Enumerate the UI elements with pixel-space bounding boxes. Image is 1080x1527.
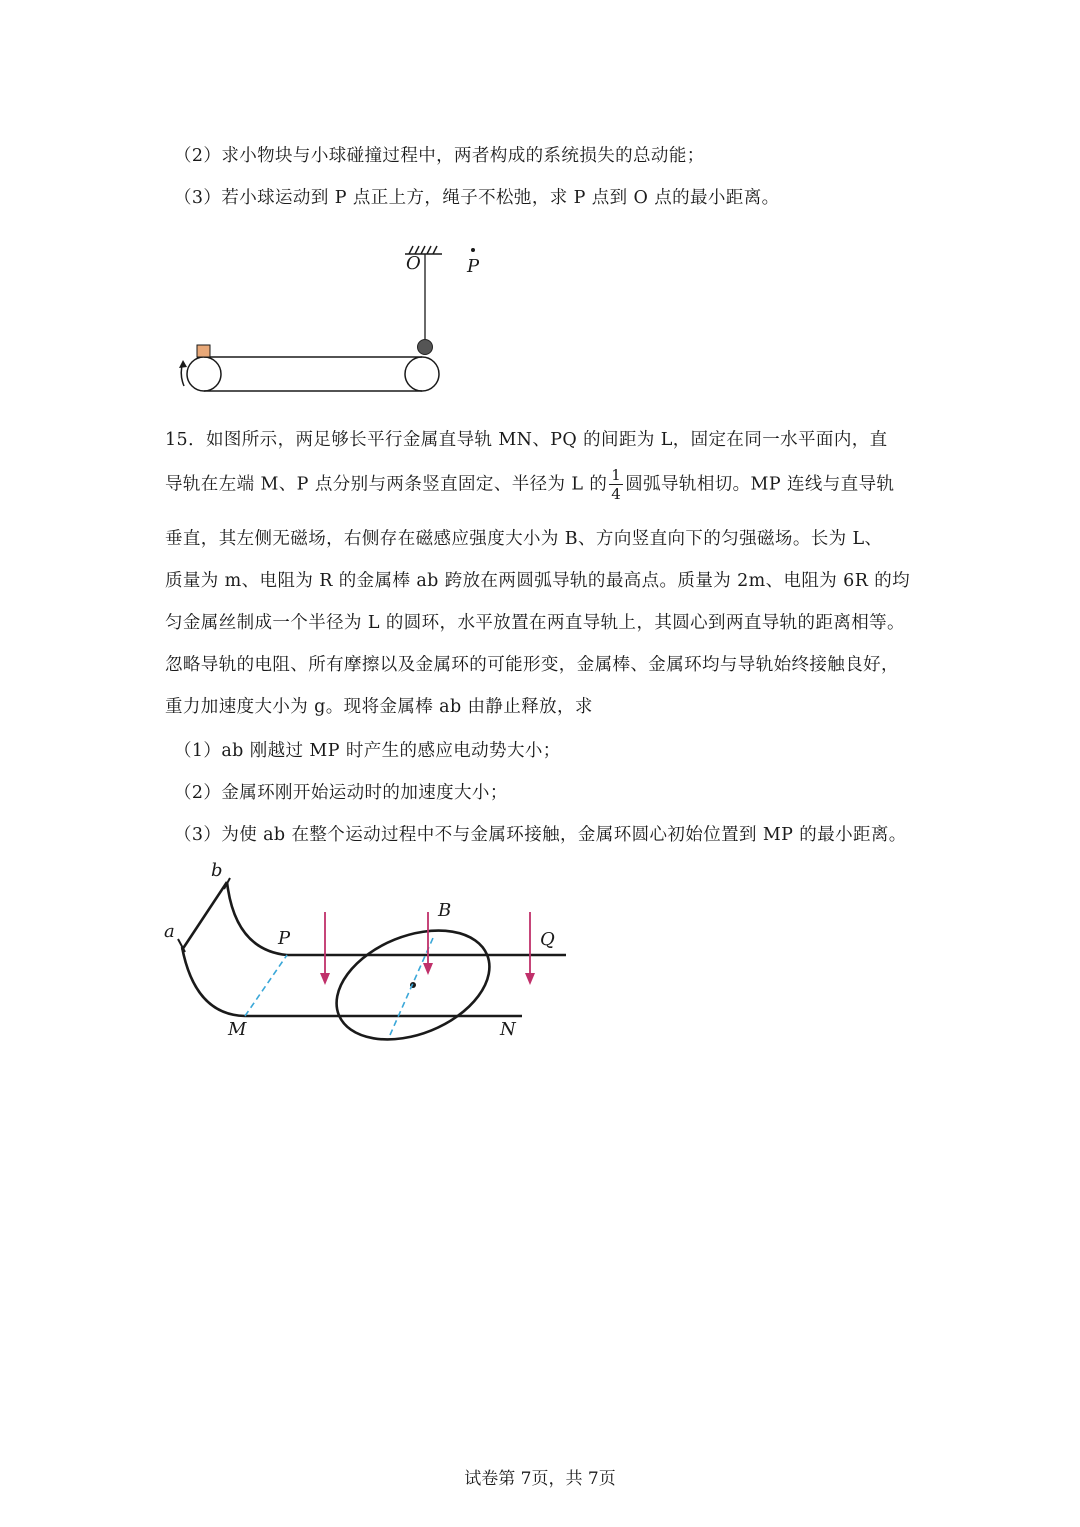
fraction-quarter (609, 468, 623, 502)
field-arrow-2 (423, 912, 433, 975)
point-p (471, 248, 475, 252)
question-2-text: （2）求小物块与小球碰撞过程中，两者构成的系统损失的总动能； (174, 146, 705, 166)
page-footer: 试卷第 7页，共 7页 (464, 1469, 616, 1489)
small-block (197, 345, 210, 357)
left-pulley (187, 357, 221, 391)
problem-15-line-4: 质量为 m、电阻为 R 的金属棒 ab 跨放在两圆弧导轨的最高点。质量为 2m、电阻为 6R 的均 (165, 571, 911, 591)
problem-15-line-3: 垂直，其左侧无磁场，右侧存在磁感应强度大小为 B、方向竖直向下的匀强磁场。长为 L、 (165, 529, 883, 549)
label-o: O (406, 253, 421, 274)
question-3-text: （3）若小球运动到 P 点正上方，绳子不松弛，求 P 点到 O 点的最小距离。 (174, 188, 780, 208)
problem-15-line-2b: 圆弧导轨相切。MP 连线与直导轨 (625, 474, 895, 495)
arc-rail-m (182, 947, 245, 1016)
rod-ab (182, 882, 227, 950)
problem-15-sub-2: （2）金属环刚开始运动时的加速度大小； (174, 783, 508, 803)
problem-15-sub-3: （3）为使 ab 在整个运动过程中不与金属环接触，金属环圆心初始位置到 MP 的最小距离。 (174, 825, 907, 845)
problem-15-line-2 (165, 468, 894, 502)
label-n: N (500, 1019, 516, 1040)
problem-15-line-5: 匀金属丝制成一个半径为 L 的圆环，水平放置在两直导轨上，其圆心到两直导轨的距离相等。 (165, 613, 905, 633)
ring-diameter-dashed (390, 938, 433, 1035)
label-p2: P (278, 928, 291, 949)
label-b: b (211, 860, 223, 881)
mp-dashed-line (245, 955, 287, 1016)
problem-15-sub-1: （1）ab 刚越过 MP 时产生的感应电动势大小； (174, 741, 561, 761)
label-m: M (228, 1019, 247, 1040)
problem-15-line-2a: 导轨在左端 M、P 点分别与两条竖直固定、半径为 L 的 (165, 474, 608, 495)
right-pulley (405, 357, 439, 391)
problem-15-line-7: 重力加速度大小为 g。现将金属棒 ab 由静止释放，求 (165, 697, 593, 717)
label-p: P (467, 256, 480, 277)
label-b-field: B (438, 900, 452, 921)
problem-15-line-6: 忽略导轨的电阻、所有摩擦以及金属环的可能形变，金属棒、金属环均与导轨始终接触良好， (165, 655, 899, 675)
rail-ring-figure (160, 855, 580, 1045)
pendulum-ball (418, 340, 433, 355)
field-arrow-3 (525, 912, 535, 985)
label-a: a (164, 921, 175, 942)
rotation-arrow-head (179, 360, 187, 368)
conveyor-pendulum-figure (160, 236, 480, 396)
problem-15-line-1: 15．如图所示，两足够长平行金属直导轨 MN、PQ 的间距为 L，固定在同一水平面内，直 (165, 430, 888, 450)
label-q: Q (540, 929, 555, 950)
fraction-numerator: 1 (611, 466, 622, 484)
fraction-denominator: 4 (611, 485, 622, 503)
field-arrow-1 (320, 912, 330, 985)
